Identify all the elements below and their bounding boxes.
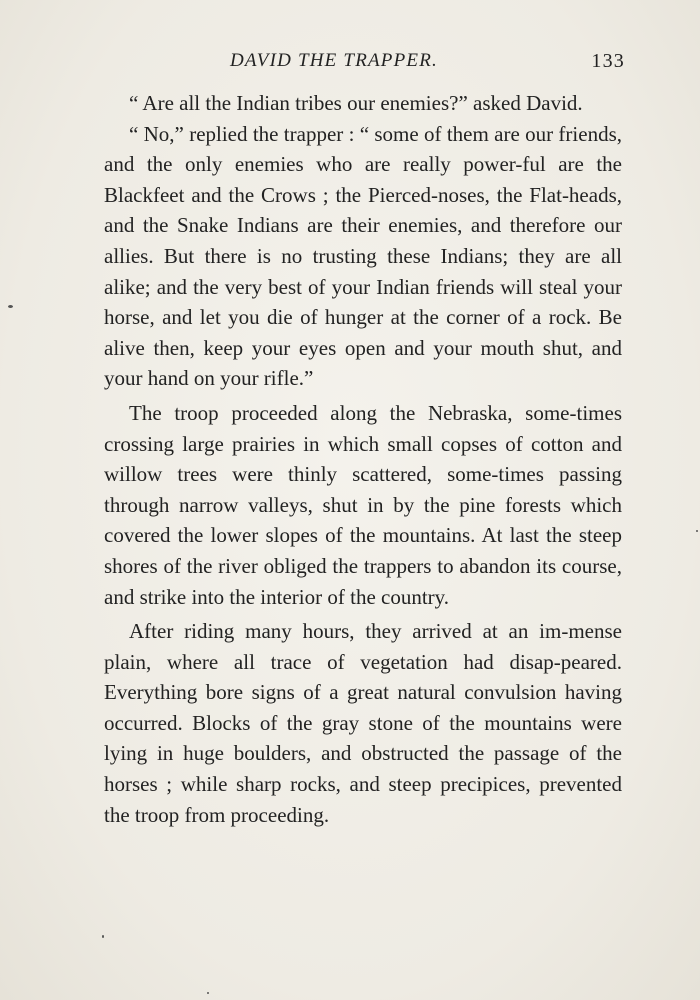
paragraph-3: The troop proceeded along the Nebraska, some-times crossing large prairies in which small copses of cotton and willow trees were thinly scattered, some-times passing through narrow valleys, shut in by the pine forests which covered the lower slopes of the mountains. At last the steep shores of the river obliged the trappers to abandon its course, and strike into the interior of the country. [104,400,622,609]
print-speck [8,305,13,308]
print-speck [102,935,104,938]
paragraph-1: “ Are all the Indian tribes our enemies?” asked David. [129,91,583,115]
body-text [104,88,622,830]
page-header [105,50,625,78]
paragraph-4: After riding many hours, they arrived at an im-mense plain, where all trace of vegetation had disap-peared. Everything bore signs of a great natural convulsion having occurred. Blocks of the gray stone of the mountains were lying in huge boulders, and obstructed the passage of the horses ; while sharp rocks, and steep precipices, prevented the troop from proceeding. [104,619,622,827]
print-speck [207,992,209,994]
page-number: 133 [591,50,625,72]
print-speck [696,530,698,532]
running-title: DAVID THE TRAPPER. [230,50,438,71]
paragraph-2: “ No,” replied the trapper : “ some of them are our friends, and the only enemies who are really power-ful are the Blackfeet and the Crows ; the Pierced-noses, the Flat-heads, and the Snake Indians are their enemies, and therefore our allies. But there is no trusting these Indians; they are all alike; and the very best of your Indian friends will steal your horse, and let you die of hunger at the corner of a rock. Be alive then, keep your eyes open and your mouth shut, and your hand on your rifle.” [104,121,622,391]
